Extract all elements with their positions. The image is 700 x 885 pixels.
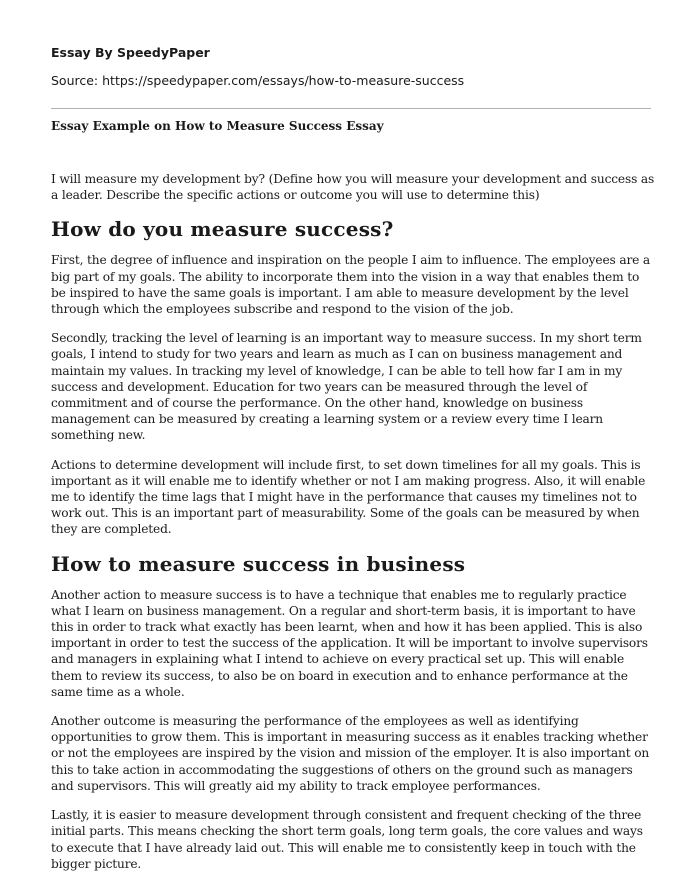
header-divider (51, 108, 651, 109)
essay-title: Essay Example on How to Measure Success Essay (51, 119, 384, 133)
body-paragraph: Lastly, it is easier to measure development through consistent and frequent checking of the three initial parts. This means checking the short term goals, long term goals, the core values and ways to execute that I have already laid out. This will enable me to consistently keep in touch with the bigger picture. (51, 808, 643, 871)
body-paragraph: Secondly, tracking the level of learning is an important way to measure success. In my short term goals, I intend to study for two years and learn as much as I can on business management and maintain my values. In tracking my level of knowledge, I can be able to tell how far I am in my success and development. Education for two years can be measured through the level of commitment and of course the performance. On the other hand, knowledge on business management can be measured by creating a learning system or a review every time I learn something new. (51, 331, 642, 443)
essay-body (51, 171, 655, 885)
body-paragraph: Another action to measure success is to have a technique that enables me to regularly practice what I learn on business management. On a regular and short-term basis, it is important to have this in order to track what exactly has been learnt, when and how it has been applied. This is also important in order to test the success of the application. It will be important to involve supervisors and managers in explaining what I intend to achieve on every practical set up. This will enable them to review its success, to also be on board in execution and to enhance performance at the same time as a whole. (51, 587, 648, 699)
source-line: Source: https://speedypaper.com/essays/how-to-measure-success (51, 73, 465, 88)
body-paragraph: Actions to determine development will include first, to set down timelines for all my goals. This is important as it will enable me to identify whether or not I am making progress. Also, it will enable me to identify the time lags that I might have in the performance that causes my timelines not to work out. This is an important part of measurability. Some of the goals can be measured by when they are completed. (51, 457, 646, 537)
intro-paragraph: I will measure my development by? (Define how you will measure your development and success as a leader. Describe the specific actions or outcome you will use to determine this) (51, 172, 655, 203)
section-heading: How to measure success in business (51, 551, 466, 576)
body-paragraph: Another outcome is measuring the performance of the employees as well as identifying opportunities to grow them. This is important in measuring success as it enables tracking whether or not the employees are inspired by the vision and mission of the employer. It is also important on this to take action in accommodating the suggestions of others on the ground such as managers and supervisors. This will greatly aid my ability to track employee performances. (51, 714, 650, 793)
section-heading: How do you measure success? (51, 217, 394, 242)
body-paragraph: First, the degree of influence and inspiration on the people I aim to influence. The employees are a big part of my goals. The ability to incorporate them into the vision in a way that enables them to be inspired to have the same goals is important. I am able to measure development by the level through which the employees subscribe and respond to the vision of the job. (51, 253, 651, 317)
brand-title: Essay By SpeedyPaper (51, 45, 210, 60)
